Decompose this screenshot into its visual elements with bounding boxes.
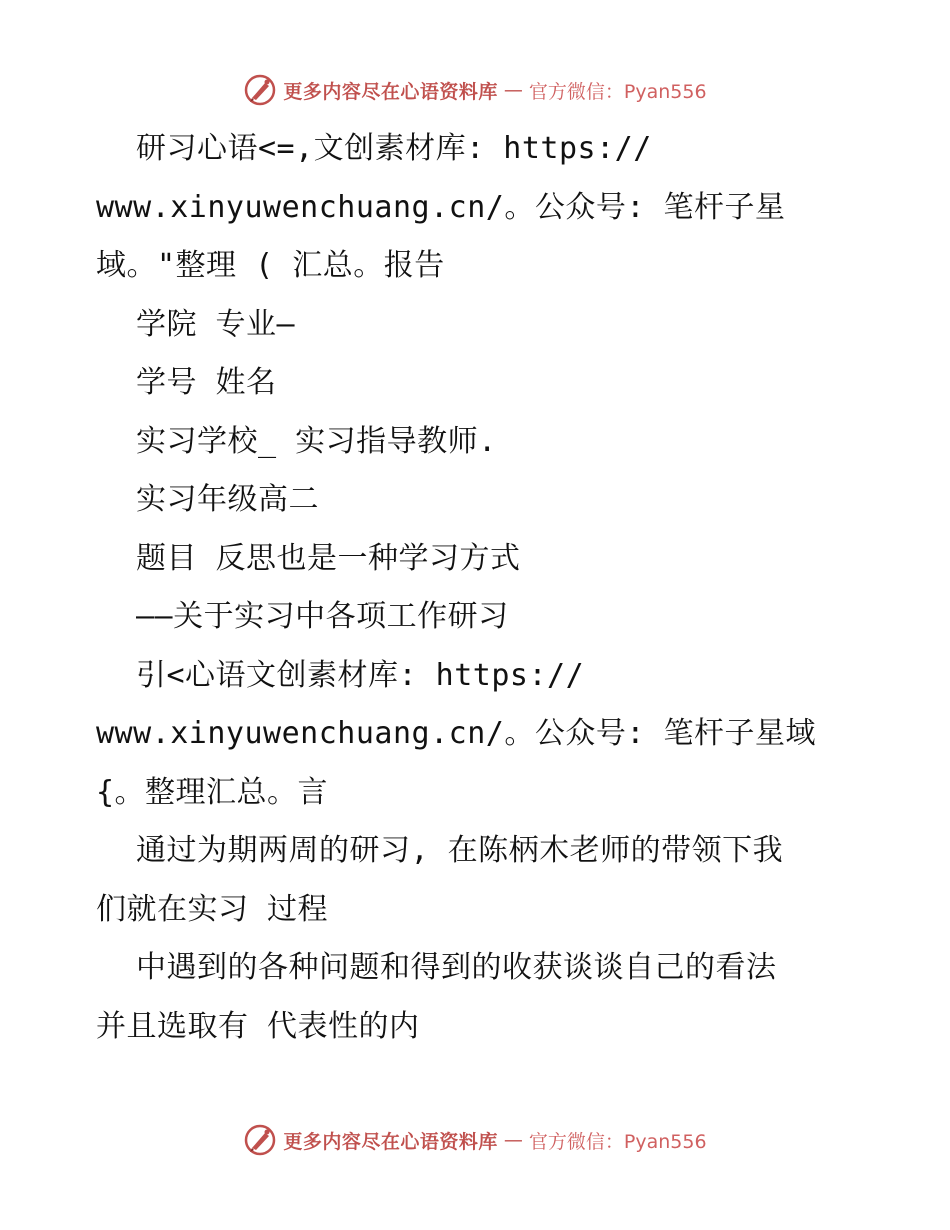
text-line: 引<心语文创素材库: https://	[136, 657, 585, 693]
text-line: 实习年级高二	[136, 482, 319, 517]
footer-banner	[0, 1120, 950, 1160]
text-line: 题目 反思也是一种学习方式	[136, 540, 521, 576]
banner-text: 更多内容尽在心语资料库	[283, 80, 498, 103]
text-line: 学院 专业—	[136, 306, 296, 342]
pen-logo-icon	[243, 1123, 277, 1157]
text-line: ——关于实习中各项工作研习	[136, 599, 509, 634]
text-line: 并且选取有 代表性的内	[96, 1008, 420, 1044]
text-line: 实习学校_ 实习指导教师.	[136, 423, 497, 459]
banner-wechat: 官方微信：Pyan556	[528, 80, 707, 103]
banner-content	[243, 73, 706, 107]
document-body	[96, 120, 876, 1056]
banner-content	[243, 1123, 706, 1157]
text-line: 域。"整理 ( 汇总。报告	[96, 248, 445, 283]
banner-wechat: 官方微信：Pyan556	[528, 1130, 707, 1153]
text-line: {。整理汇总。言	[96, 774, 329, 810]
text-line: 们就在实习 过程	[96, 891, 329, 927]
banner-text: 更多内容尽在心语资料库	[283, 1130, 498, 1153]
pen-logo-icon	[243, 73, 277, 107]
text-line: 中遇到的各种问题和得到的收获谈谈自己的看法	[136, 950, 777, 985]
banner-separator: —	[503, 1129, 523, 1151]
text-line: 通过为期两周的研习, 在陈柄木老师的带领下我	[136, 833, 784, 868]
text-line: 学号 姓名	[136, 365, 277, 400]
text-line: www.xinyuwenchuang.cn/。公众号: 笔杆子星域	[96, 716, 816, 751]
header-banner	[0, 70, 950, 110]
text-line: www.xinyuwenchuang.cn/。公众号: 笔杆子星	[96, 189, 786, 225]
banner-separator: —	[503, 79, 523, 101]
text-line: 研习心语<=,文创素材库: https://	[136, 131, 652, 166]
